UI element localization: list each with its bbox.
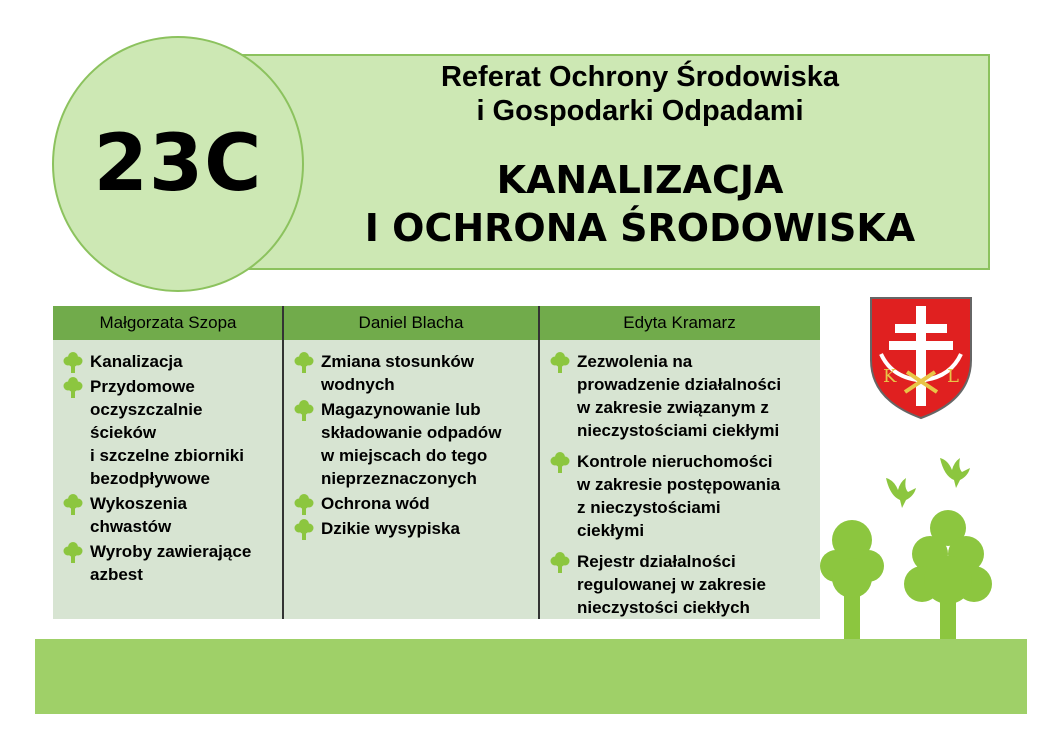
list-item <box>290 350 538 396</box>
column-cell <box>290 350 538 540</box>
code-circle <box>52 36 304 292</box>
tree-icon <box>294 493 314 515</box>
bird-icon <box>884 474 920 510</box>
list-item <box>59 492 281 538</box>
list-item-line: w zakresie postępowania <box>577 475 781 494</box>
bird-icon <box>938 454 974 490</box>
staff-table <box>53 306 820 619</box>
room-code: 23C <box>93 119 263 209</box>
list-item-line: nieczystości ciekłych <box>577 598 750 617</box>
tree-icon <box>63 541 83 563</box>
list-item-line: Wyroby zawierające <box>90 542 252 561</box>
tree-icon <box>550 351 570 373</box>
column-header: Małgorzata Szopa <box>99 313 237 332</box>
list-item-line: Przydomowe <box>90 377 195 396</box>
title-line-2: I OCHRONA ŚRODOWISKA <box>364 206 916 250</box>
list-item-line: Kontrole nieruchomości <box>577 452 773 471</box>
tree-icon <box>550 551 570 573</box>
column-header: Edyta Kramarz <box>623 313 736 332</box>
crest-letter-left: K <box>883 366 897 387</box>
tree-icon <box>63 351 83 373</box>
tree-icon <box>63 376 83 398</box>
list-item-line: prowadzenie działalności <box>577 375 782 394</box>
list-item <box>290 492 538 515</box>
list-item-line: w zakresie związanym z <box>577 398 769 417</box>
page-title <box>290 156 990 252</box>
tree-icon <box>294 399 314 421</box>
list-item-line: ścieków <box>90 423 157 442</box>
list-item-line: azbest <box>90 565 143 584</box>
column-cell <box>546 350 818 619</box>
tree-icon <box>294 351 314 373</box>
list-item-line: chwastów <box>90 517 172 536</box>
list-item-line: Dzikie wysypiska <box>321 519 460 538</box>
list-item-line: nieczystościami ciekłymi <box>577 421 780 440</box>
list-item <box>290 398 538 490</box>
list-item-line: bezodpływowe <box>90 469 210 488</box>
list-item-line: Rejestr działalności <box>577 552 736 571</box>
department-line-2: i Gospodarki Odpadami <box>476 95 804 127</box>
tree-icon <box>902 508 994 640</box>
ground-strip <box>35 639 1027 714</box>
list-item <box>546 550 818 619</box>
list-item-line: oczyszczalnie <box>90 400 203 419</box>
list-item-line: i szczelne zbiorniki <box>90 446 244 465</box>
list-item-line: Ochrona wód <box>321 494 430 513</box>
list-item-line: ciekłymi <box>577 521 645 540</box>
list-item <box>546 450 818 542</box>
column-header: Daniel Blacha <box>358 313 464 332</box>
list-item-line: nieprzeznaczonych <box>321 469 477 488</box>
column-cell <box>59 350 281 586</box>
list-item <box>59 375 281 490</box>
list-item-line: Magazynowanie lub <box>321 400 481 419</box>
title-line-1: KANALIZACJA <box>496 158 784 202</box>
crest-icon <box>869 296 973 420</box>
crest-letter-right: L <box>947 366 959 387</box>
list-item-line: w miejscach do tego <box>321 446 488 465</box>
list-item-line: z nieczystościami <box>577 498 721 517</box>
column-divider <box>282 306 284 619</box>
column-divider <box>538 306 540 619</box>
list-item <box>546 350 818 442</box>
list-item <box>59 540 281 586</box>
list-item-line: składowanie odpadów <box>321 423 502 442</box>
tree-icon <box>820 518 888 640</box>
tree-icon <box>294 518 314 540</box>
list-item-line: Wykoszenia <box>90 494 188 513</box>
list-item-line: wodnych <box>321 375 395 394</box>
department-line-1: Referat Ochrony Środowiska <box>440 61 840 93</box>
list-item-line: Zmiana stosunków <box>321 352 475 371</box>
tree-icon <box>63 493 83 515</box>
list-item <box>290 517 538 540</box>
tree-icon <box>550 451 570 473</box>
list-item <box>59 350 281 373</box>
department-name <box>340 60 940 128</box>
list-item-line: Kanalizacja <box>90 352 183 371</box>
list-item-line: Zezwolenia na <box>577 352 693 371</box>
list-item-line: regulowanej w zakresie <box>577 575 766 594</box>
